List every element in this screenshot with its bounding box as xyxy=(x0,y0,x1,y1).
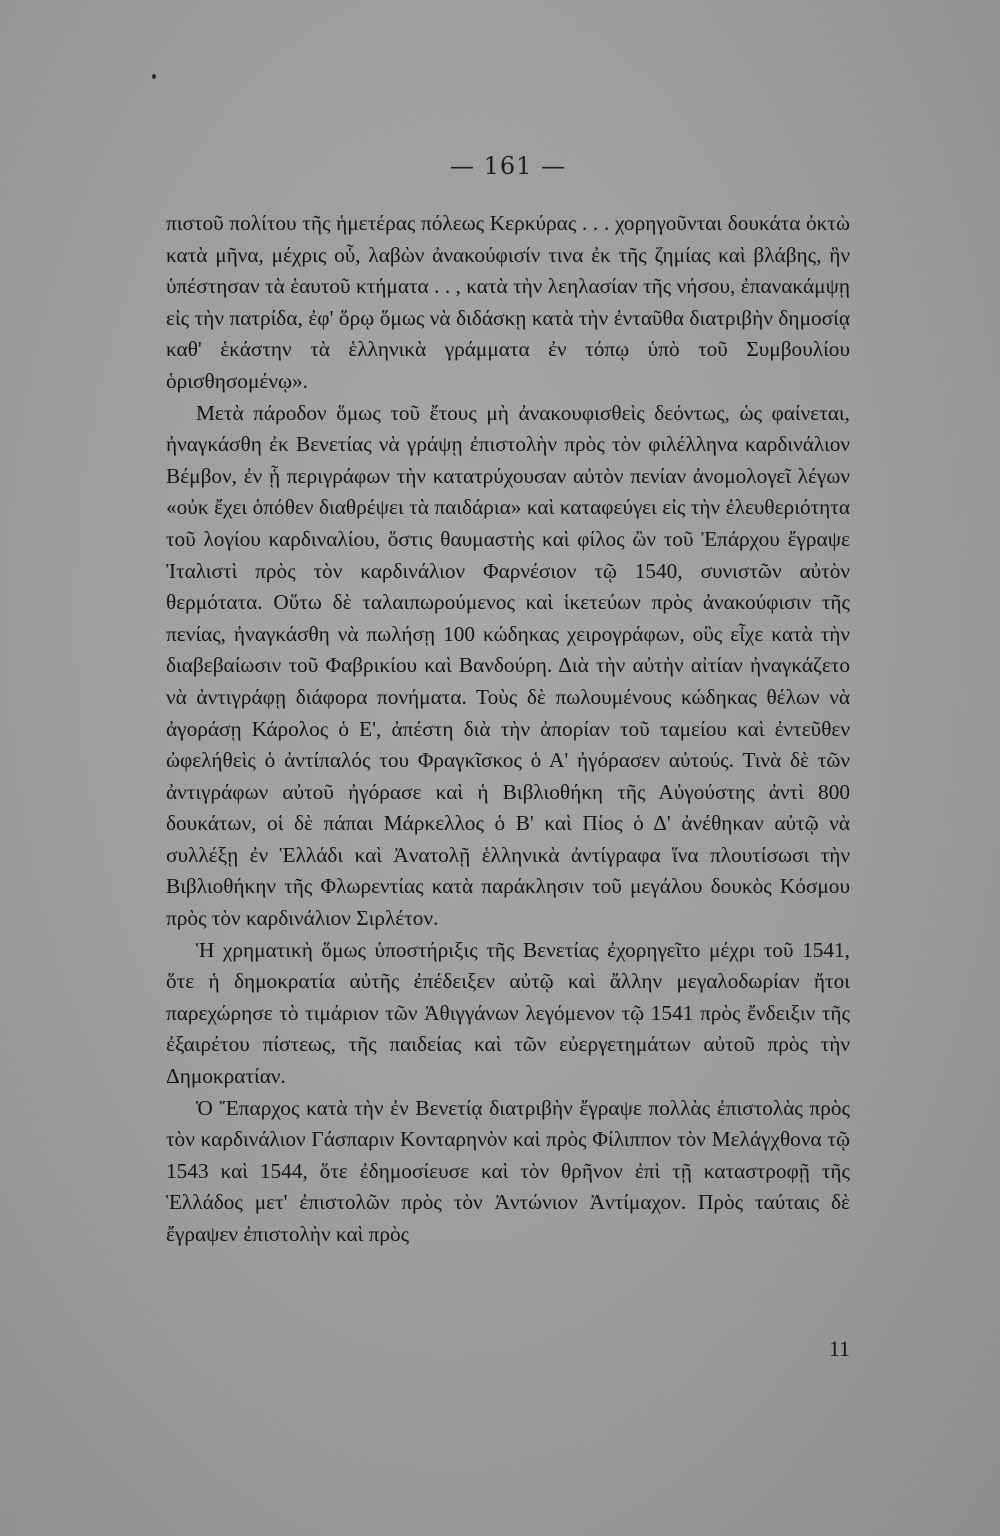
body-text xyxy=(166,208,850,1251)
signature-mark: 11 xyxy=(828,1336,850,1361)
page-number: — 161 — xyxy=(449,152,567,180)
ink-speck xyxy=(152,74,156,79)
paragraph-continued: πιστοῦ πολίτου τῆς ἡμετέρας πόλεως Κερκύρας . . . χορηγοῦνται δουκάτα ὀκτὼ κατὰ μῆνα, μέχρις οὗ, λαβὼν ἀνακούφισίν τινα ἐκ τῆς ζημίας καὶ βλάβης, ἣν ὑπέστησαν τὰ ἑαυτοῦ κτήματα . . , κατὰ τὴν λεηλασίαν τῆς νήσου, ἐπανακάμψῃ εἰς τὴν πατρίδα, ἐφ' ὅρῳ ὅμως νὰ διδάσκῃ κατὰ τὴν ἐνταῦθα διατριβὴν δημοσίᾳ καθ' ἑκάστην τὰ ἑλληνικὰ γράμματα ἐν τόπῳ ὑπὸ τοῦ Συμβουλίου ὁρισθησομένῳ». xyxy=(166,211,850,393)
paragraph: Μετὰ πάροδον ὅμως τοῦ ἔτους μὴ ἀνακουφισθεὶς δεόντως, ὡς φαίνεται, ἠναγκάσθη ἐκ Βενετίας νὰ γράψῃ ἐπιστολὴν πρὸς τὸν φιλέλληνα καρδινάλιον Βέμβον, ἐν ᾗ περιγράφων τὴν κατατρύχουσαν αὐτὸν πενίαν ἀνομολογεῖ λέγων «οὐκ ἔχει ὁπόθεν διαθρέψει τὰ παιδάρια» καὶ καταφεύγει εἰς τὴν ἐλευθεριότητα τοῦ λογίου καρδιναλίου, ὅστις θαυμαστὴς καὶ φίλος ὢν τοῦ Ἐπάρχου ἔγραψε Ἰταλιστὶ πρὸς τὸν καρδινάλιον Φαρνέσιον τῷ 1540, συνιστῶν αὐτὸν θερμότατα. Οὕτω δὲ ταλαιπωρούμενος καὶ ἱκετεύων πρὸς ἀνακούφισιν τῆς πενίας, ἠναγκάσθη νὰ πωλήσῃ 100 κώδηκας χειρογράφων, οὓς εἶχε κατὰ τὴν διαβεβαίωσιν τοῦ Φαβρικίου καὶ Βανδούρη. Διὰ τὴν αὐτὴν αἰτίαν ἠναγκάζετο νὰ ἀντιγράφῃ διάφορα πονήματα. Τοὺς δὲ πωλουμένους κώδηκας θέλων νὰ ἀγοράσῃ Κάρολος ὁ Ε', ἀπέστη διὰ τὴν ἀπορίαν τοῦ ταμείου καὶ ἐντεῦθεν ὠφελήθεὶς ὁ ἀντίπαλός του Φραγκῖσκος ὁ Α' ἠγόρασεν αὐτούς. Τινὰ δὲ τῶν ἀντιγράφων αὐτοῦ ἠγόρασε καὶ ἡ Βιβλιοθήκη τῆς Αὐγούστης ἀντὶ 800 δουκάτων, οἱ δὲ πάπαι Μάρκελλος ὁ Β' καὶ Πίος ὁ Δ' ἀνέθηκαν αὐτῷ νὰ συλλέξῃ ἐν Ἑλλάδι καὶ Ἀνατολῇ ἑλληνικὰ ἀντίγραφα ἵνα πλουτίσωσι τὴν Βιβλιοθήκην τῆς Φλωρεντίας κατὰ παράκλησιν τοῦ μεγάλου δουκὸς Κόσμου πρὸς τὸν καρδινάλιον Σιρλέτον. xyxy=(166,400,850,931)
paragraph: Ἡ χρηματικὴ ὅμως ὑποστήριξις τῆς Βενετίας ἐχορηγεῖτο μέχρι τοῦ 1541, ὅτε ἡ δημοκρατία αὐτῆς ἐπέδειξεν αὐτῷ καὶ ἄλλην μεγαλοδωρίαν ἤτοι παρεχώρησε τὸ τιμάριον τῶν Ἀθιγγάνων λεγόμενον τῷ 1541 πρὸς ἔνδειξιν τῆς ἐξαιρέτου πίστεως, τῆς παιδείας καὶ τῶν εὐεργετημάτων αὐτοῦ πρὸς τὴν Δημοκρατίαν. xyxy=(166,937,850,1089)
paragraph: Ὁ Ἔπαρχος κατὰ τὴν ἐν Βενετίᾳ διατριβὴν ἔγραψε πολλὰς ἐπιστολὰς πρὸς τὸν καρδινάλιον Γάσπαριν Κονταρηνὸν καὶ πρὸς Φίλιππον τὸν Μελάγχθονα τῷ 1543 καὶ 1544, ὅτε ἐδημοσίευσε καὶ τὸν θρῆνον ἐπὶ τῇ καταστροφῇ τῆς Ἑλλάδος μετ' ἐπιστολῶν πρὸς τὸν Ἀντώνιον Ἀντίμαχον. Πρὸς ταύταις δὲ ἔγραψεν ἐπιστολὴν καὶ πρὸς xyxy=(166,1095,850,1246)
